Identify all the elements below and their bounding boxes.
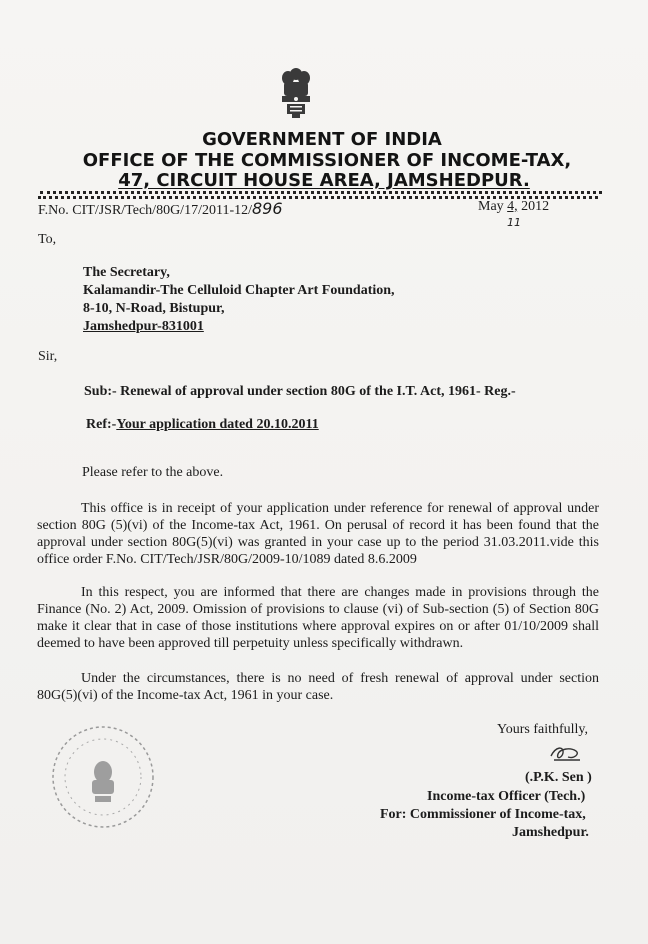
date-month: May [478,199,504,214]
body-paragraph-2: In this respect, you are informed that there are changes made in provisions through the Finance (No. 2) Act, 2009. Omission of provisions to clause (vi) of Sub-section (5) of Section 80G make it clear that in case of those institutions where approval expires on or after 01/10/2009 shall deemed to have been approved till perpetuity unless specifically withdrawn. [37,585,599,651]
letter-date [478,199,549,215]
closing: Yours faithfully, [497,722,589,737]
body-paragraph-1: This office is in receipt of your application under reference for renewal of approval under section 80G (5)(vi) of the Income-tax Act, 1961. On perusal of record it has been found that the approval under section 80G(5)(vi) was granted in your case up to the period 31.03.2011.vide this office order F.No. CIT/Tech/JSR/80G/2009-10/1089 dated 8.6.2009 [37,501,599,567]
signature [548,742,584,764]
date-day: 4, [507,199,518,214]
file-number-handwritten: 896 [252,199,283,218]
to-label: To, [38,232,57,247]
addressee-line-2: Kalamandir-The Celluloid Chapter Art Foundation, [83,283,395,298]
addressee-line-1: The Secretary, [83,265,170,280]
letterhead-line-3: 47, CIRCUIT HOUSE AREA, JAMSHEDPUR. [118,170,530,191]
official-seal-stamp [48,722,158,832]
reference-label: Ref:- [86,417,117,432]
body-paragraph-3: Under the circumstances, there is no need of fresh renewal of approval under section 80G(5)(vi) of the Income-tax Act, 1961 in your case. [37,671,599,703]
signatory-for: For: Commissioner of Income-tax, [380,807,586,822]
file-number [38,199,283,219]
reference-text: Your application dated 20.10.2011 [116,417,319,432]
file-number-text: F.No. CIT/JSR/Tech/80G/17/2011-12/ [38,203,252,218]
date-year: 2012 [521,199,550,214]
national-emblem-icon [278,66,314,120]
signatory-name: (.P.K. Sen ) [525,770,592,785]
reference-line [86,417,319,433]
addressee-line-4: Jamshedpur-831001 [83,319,204,334]
subject-line: Sub:- Renewal of approval under section 80G of the I.T. Act, 1961- Reg.- [84,384,516,399]
date-handwritten-mark: 11 [507,216,521,229]
signatory-title: Income-tax Officer (Tech.) [427,789,586,804]
salutation: Sir, [38,349,58,364]
body-paragraph-0: Please refer to the above. [82,465,224,480]
signatory-place: Jamshedpur. [512,825,589,840]
header-divider [40,191,602,194]
addressee-line-3: 8-10, N-Road, Bistupur, [83,301,225,316]
letterhead-line-2: OFFICE OF THE COMMISSIONER OF INCOME-TAX, [82,150,572,171]
letterhead-line-1: GOVERNMENT OF INDIA [202,129,442,150]
